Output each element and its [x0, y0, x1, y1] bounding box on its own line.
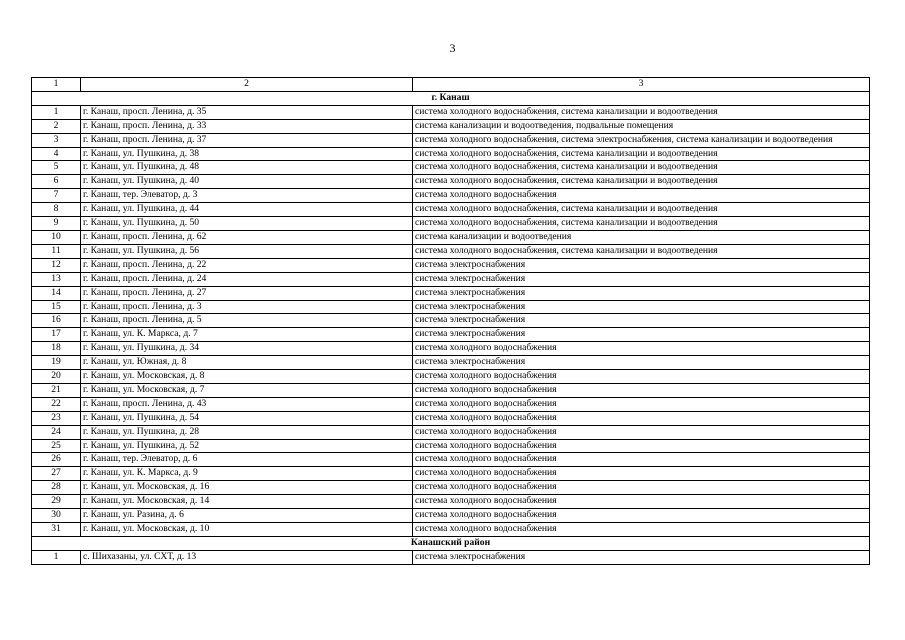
- row-number: 23: [32, 411, 81, 425]
- row-number: 27: [32, 467, 81, 481]
- row-address: г. Канаш, тер. Элеватор, д. 6: [81, 453, 413, 467]
- row-systems: система канализации и водоотведения, подвальные помещения: [413, 119, 870, 133]
- row-address: г. Канаш, ул. Московская, д. 14: [81, 495, 413, 509]
- row-systems: система холодного водоснабжения: [413, 425, 870, 439]
- table-row: [32, 300, 870, 314]
- row-address: г. Канаш, просп. Ленина, д. 62: [81, 230, 413, 244]
- row-number: 1: [32, 550, 81, 564]
- table-row: [32, 550, 870, 564]
- table-row: [32, 453, 870, 467]
- row-address: г. Канаш, ул. Пушкина, д. 52: [81, 439, 413, 453]
- row-address: г. Канаш, ул. Разина, д. 6: [81, 509, 413, 523]
- table-row: [32, 370, 870, 384]
- row-number: 31: [32, 523, 81, 537]
- row-systems: система электроснабжения: [413, 300, 870, 314]
- row-systems: система холодного водоснабжения: [413, 411, 870, 425]
- row-number: 29: [32, 495, 81, 509]
- table-row: [32, 119, 870, 133]
- row-number: 24: [32, 425, 81, 439]
- table-row: [32, 523, 870, 537]
- row-systems: система холодного водоснабжения: [413, 383, 870, 397]
- row-address: г. Канаш, просп. Ленина, д. 3: [81, 300, 413, 314]
- table-row: [32, 105, 870, 119]
- row-address: г. Канаш, ул. Пушкина, д. 56: [81, 244, 413, 258]
- row-number: 18: [32, 342, 81, 356]
- row-systems: система холодного водоснабжения: [413, 467, 870, 481]
- row-systems: система холодного водоснабжения: [413, 439, 870, 453]
- row-systems: система электроснабжения: [413, 258, 870, 272]
- row-address: г. Канаш, ул. Московская, д. 16: [81, 481, 413, 495]
- row-number: 9: [32, 217, 81, 231]
- row-systems: система холодного водоснабжения, система электроснабжения, система канализации и водоотведения: [413, 133, 870, 147]
- table-row: [32, 397, 870, 411]
- row-address: г. Канаш, ул. Пушкина, д. 40: [81, 175, 413, 189]
- table-row: [32, 217, 870, 231]
- row-systems: система холодного водоснабжения: [413, 397, 870, 411]
- header-col-2: 2: [81, 78, 413, 92]
- row-systems: система электроснабжения: [413, 286, 870, 300]
- row-number: 14: [32, 286, 81, 300]
- row-systems: система холодного водоснабжения, система канализации и водоотведения: [413, 161, 870, 175]
- row-number: 3: [32, 133, 81, 147]
- row-systems: система холодного водоснабжения, система канализации и водоотведения: [413, 175, 870, 189]
- table-row: [32, 439, 870, 453]
- row-address: г. Канаш, ул. Пушкина, д. 50: [81, 217, 413, 231]
- table-row: [32, 481, 870, 495]
- table-row: [32, 383, 870, 397]
- row-number: 28: [32, 481, 81, 495]
- table-row: [32, 495, 870, 509]
- table-row: [32, 161, 870, 175]
- table-row: [32, 286, 870, 300]
- row-address: г. Канаш, просп. Ленина, д. 22: [81, 258, 413, 272]
- table-row: [32, 189, 870, 203]
- row-systems: система электроснабжения: [413, 356, 870, 370]
- row-address: г. Канаш, ул. К. Маркса, д. 7: [81, 328, 413, 342]
- row-systems: система электроснабжения: [413, 272, 870, 286]
- row-address: г. Канаш, ул. Московская, д. 8: [81, 370, 413, 384]
- row-address: г. Канаш, ул. Пушкина, д. 28: [81, 425, 413, 439]
- header-row: [32, 78, 870, 92]
- row-systems: система электроснабжения: [413, 550, 870, 564]
- row-address: г. Канаш, просп. Ленина, д. 35: [81, 105, 413, 119]
- row-systems: система холодного водоснабжения: [413, 495, 870, 509]
- row-systems: система холодного водоснабжения: [413, 481, 870, 495]
- row-address: г. Канаш, тер. Элеватор, д. 3: [81, 189, 413, 203]
- row-address: с. Шихазаны, ул. СХТ, д. 13: [81, 550, 413, 564]
- row-systems: система холодного водоснабжения, система канализации и водоотведения: [413, 147, 870, 161]
- row-systems: система холодного водоснабжения, система канализации и водоотведения: [413, 203, 870, 217]
- facilities-table: [31, 77, 870, 565]
- row-number: 20: [32, 370, 81, 384]
- row-systems: система холодного водоснабжения: [413, 189, 870, 203]
- row-number: 30: [32, 509, 81, 523]
- row-address: г. Канаш, просп. Ленина, д. 24: [81, 272, 413, 286]
- table-row: [32, 425, 870, 439]
- row-number: 2: [32, 119, 81, 133]
- section-title: г. Канаш: [32, 91, 870, 105]
- row-number: 12: [32, 258, 81, 272]
- table-row: [32, 175, 870, 189]
- row-address: г. Канаш, просп. Ленина, д. 37: [81, 133, 413, 147]
- table-row: [32, 411, 870, 425]
- table-row: [32, 272, 870, 286]
- row-address: г. Канаш, просп. Ленина, д. 33: [81, 119, 413, 133]
- table-row: [32, 258, 870, 272]
- row-number: 4: [32, 147, 81, 161]
- row-systems: система холодного водоснабжения: [413, 509, 870, 523]
- row-systems: система электроснабжения: [413, 328, 870, 342]
- row-number: 15: [32, 300, 81, 314]
- table-row: [32, 467, 870, 481]
- row-address: г. Канаш, просп. Ленина, д. 43: [81, 397, 413, 411]
- row-address: г. Канаш, ул. Пушкина, д. 38: [81, 147, 413, 161]
- row-address: г. Канаш, ул. Пушкина, д. 44: [81, 203, 413, 217]
- row-number: 26: [32, 453, 81, 467]
- row-number: 7: [32, 189, 81, 203]
- row-number: 13: [32, 272, 81, 286]
- section-row: [32, 536, 870, 550]
- row-number: 6: [32, 175, 81, 189]
- row-systems: система холодного водоснабжения, система канализации и водоотведения: [413, 217, 870, 231]
- row-number: 16: [32, 314, 81, 328]
- table-row: [32, 147, 870, 161]
- row-address: г. Канаш, ул. Пушкина, д. 34: [81, 342, 413, 356]
- row-number: 17: [32, 328, 81, 342]
- row-address: г. Канаш, ул. Пушкина, д. 48: [81, 161, 413, 175]
- table-row: [32, 314, 870, 328]
- row-number: 10: [32, 230, 81, 244]
- row-systems: система холодного водоснабжения: [413, 523, 870, 537]
- table-row: [32, 133, 870, 147]
- row-systems: система холодного водоснабжения: [413, 370, 870, 384]
- section-title: Канашский район: [32, 536, 870, 550]
- row-systems: система электроснабжения: [413, 314, 870, 328]
- header-col-3: 3: [413, 78, 870, 92]
- row-systems: система холодного водоснабжения, система канализации и водоотведения: [413, 244, 870, 258]
- table-row: [32, 342, 870, 356]
- row-address: г. Канаш, ул. Московская, д. 10: [81, 523, 413, 537]
- table-row: [32, 356, 870, 370]
- page-number: 3: [449, 41, 456, 55]
- row-number: 1: [32, 105, 81, 119]
- row-number: 19: [32, 356, 81, 370]
- table-row: [32, 203, 870, 217]
- row-address: г. Канаш, ул. Пушкина, д. 54: [81, 411, 413, 425]
- row-address: г. Канаш, ул. Южная, д. 8: [81, 356, 413, 370]
- header-col-1: 1: [32, 78, 81, 92]
- row-address: г. Канаш, ул. Московская, д. 7: [81, 383, 413, 397]
- row-systems: система холодного водоснабжения, система канализации и водоотведения: [413, 105, 870, 119]
- row-number: 8: [32, 203, 81, 217]
- section-row: [32, 91, 870, 105]
- table-row: [32, 244, 870, 258]
- row-systems: система канализации и водоотведения: [413, 230, 870, 244]
- row-address: г. Канаш, просп. Ленина, д. 5: [81, 314, 413, 328]
- table-row: [32, 230, 870, 244]
- table-row: [32, 509, 870, 523]
- row-systems: система холодного водоснабжения: [413, 342, 870, 356]
- row-number: 25: [32, 439, 81, 453]
- row-number: 11: [32, 244, 81, 258]
- row-number: 22: [32, 397, 81, 411]
- row-address: г. Канаш, ул. К. Маркса, д. 9: [81, 467, 413, 481]
- row-number: 5: [32, 161, 81, 175]
- table-row: [32, 328, 870, 342]
- row-address: г. Канаш, просп. Ленина, д. 27: [81, 286, 413, 300]
- row-number: 21: [32, 383, 81, 397]
- row-systems: система холодного водоснабжения: [413, 453, 870, 467]
